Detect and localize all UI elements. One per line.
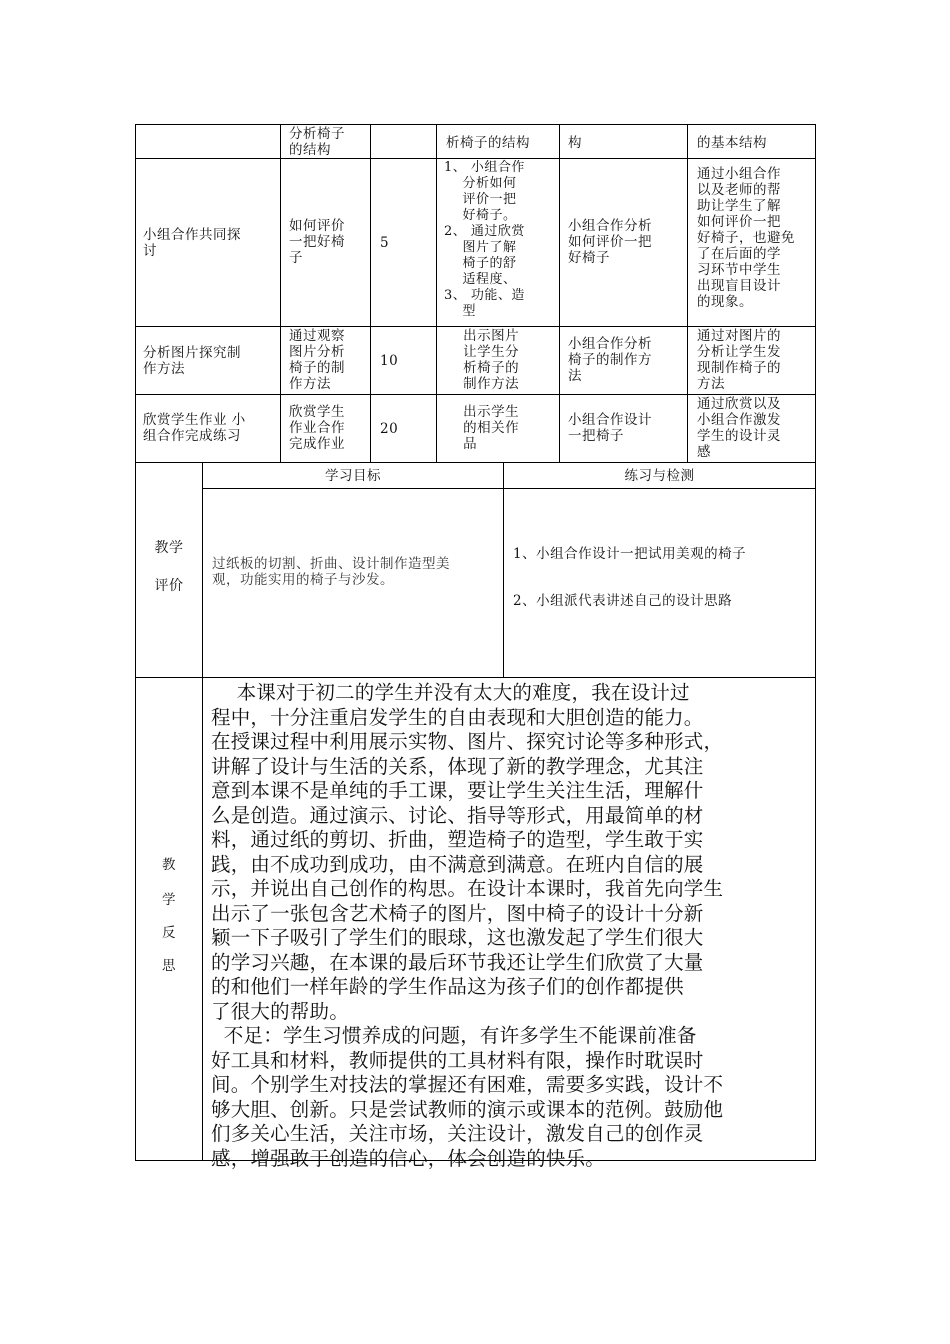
goal-text: 过纸板的切割、折曲、设计制作造型美 观，功能实用的椅子与沙发。	[212, 556, 450, 588]
row1-content: 如何评价 一把好椅 子	[289, 218, 345, 266]
reflection-label-char: 学	[162, 892, 176, 908]
reflection-line: 们多关心生活，关注市场，关注设计，激发自己的创作灵	[211, 1122, 704, 1145]
row1-teacher: 1、 小组合作 分析如何 评价一把 好椅子。 2、 通过欣赏 图片了解 椅子的舒 适程度、 3、 功能、造 型	[444, 160, 525, 319]
reflection-line: 够大胆、创新。只是尝试教师的演示或课本的范例。鼓励他	[211, 1097, 724, 1121]
table-row	[135, 124, 281, 159]
row3-time: 20	[380, 421, 399, 437]
reflection-line: 讲解了设计与生活的关系，体现了新的教学理念，尤其注	[211, 754, 704, 778]
evaluation-label-line1: 教学	[154, 540, 184, 556]
row2-step: 分析图片探究制 作方法	[143, 345, 241, 377]
reflection-line: 了很大的帮助。	[211, 999, 349, 1023]
row1-step: 小组合作共同探 讨	[143, 227, 241, 259]
row2-teacher: 出示图片 让学生分 析椅子的 制作方法	[463, 328, 520, 392]
reflection-line: 好工具和材料，教师提供的工具材料有限，操作时耽误时	[211, 1048, 704, 1072]
row1-time: 5	[380, 235, 390, 251]
evaluation-label-cell	[135, 462, 203, 678]
row0-student: 构	[568, 135, 582, 151]
reflection-label-char: 反	[162, 925, 176, 941]
reflection-line: 意到本课不是单纯的手工课，要让学生关注生活，理解什	[211, 779, 704, 802]
row2-time: 10	[380, 353, 399, 369]
reflection-line: 践，由不成功到成功，由不满意到满意。在班内自信的展	[211, 852, 704, 876]
goal-header: 学习目标	[325, 468, 381, 484]
practice-header: 练习与检测	[624, 468, 695, 484]
reflection-line: 示，并说出自己创作的构思。在设计本课时，我首先向学生	[211, 877, 724, 900]
reflection-line: 程中，十分注重启发学生的自由表现和大胆创造的能力。	[211, 705, 704, 729]
reflection-label-char: 教	[162, 857, 176, 873]
reflection-label-char: 思	[162, 958, 176, 974]
row3-teacher: 出示学生 的相关作 品	[463, 404, 520, 452]
row3-student: 小组合作设计 一把椅子	[568, 412, 652, 444]
evaluation-label-line2: 评价	[154, 578, 184, 594]
row2-intent: 通过对图片的 分析让学生发 现制作椅子的 方法	[697, 328, 781, 392]
row2-content: 通过观察 图片分析 椅子的制 作方法	[289, 328, 345, 392]
reflection-line: 不足：学生习惯养成的问题，有许多学生不能课前准备	[211, 1024, 697, 1047]
row2-student: 小组合作分析 椅子的制作方 法	[568, 336, 652, 384]
row3-step: 欣赏学生作业 小 组合作完成练习	[143, 412, 246, 444]
practice-item: 1、小组合作设计一把试用美观的椅子	[513, 546, 747, 562]
reflection-line: 间。个别学生对技法的掌握还有困难，需要多实践，设计不	[211, 1073, 724, 1096]
reflection-line: 颖一下子吸引了学生们的眼球，这也激发起了学生们很大	[211, 926, 704, 949]
reflection-line: 料，通过纸的剪切、折曲，塑造椅子的造型，学生敢于实	[211, 828, 704, 851]
reflection-line: 在授课过程中利用展示实物、图片、探究讨论等多种形式，	[211, 730, 724, 753]
reflection-line: 么是创造。通过演示、讨论、指导等形式，用最简单的材	[211, 803, 704, 827]
row3-content: 欣赏学生 作业合作 完成作业	[289, 404, 345, 452]
row0-intent: 的基本结构	[697, 135, 767, 151]
reflection-line: 的和他们一样年龄的学生作品这为孩子们的创作都提供	[211, 975, 684, 998]
practice-item: 2、小组派代表讲述自己的设计思路	[513, 593, 733, 609]
reflection-label-cell	[135, 677, 203, 1161]
reflection-line: 感，增强敢于创造的信心，体会创造的快乐。	[211, 1146, 606, 1170]
reflection-line: 出示了一张包含艺术椅子的图片，图中椅子的设计十分新	[211, 901, 704, 925]
reflection-line: 的学习兴趣，在本课的最后环节我还让学生们欣赏了大量	[211, 950, 704, 974]
row1-intent: 通过小组合作 以及老师的帮 助让学生了解 如何评价一把 好椅子，也避免 了在后面的学 习环节中学生 出现盲目设计 的现象。	[697, 166, 795, 310]
row0-content: 分析椅子 的结构	[289, 126, 345, 158]
table-cell	[370, 124, 437, 159]
row0-teacher: 析椅子的结构	[446, 135, 530, 151]
practice-cell	[503, 488, 816, 678]
row1-student: 小组合作分析 如何评价一把 好椅子	[568, 218, 652, 266]
row3-intent: 通过欣赏以及 小组合作激发 学生的设计灵 感	[697, 396, 781, 460]
reflection-line: 本课对于初二的学生并没有太大的难度，我在设计过	[211, 681, 690, 704]
